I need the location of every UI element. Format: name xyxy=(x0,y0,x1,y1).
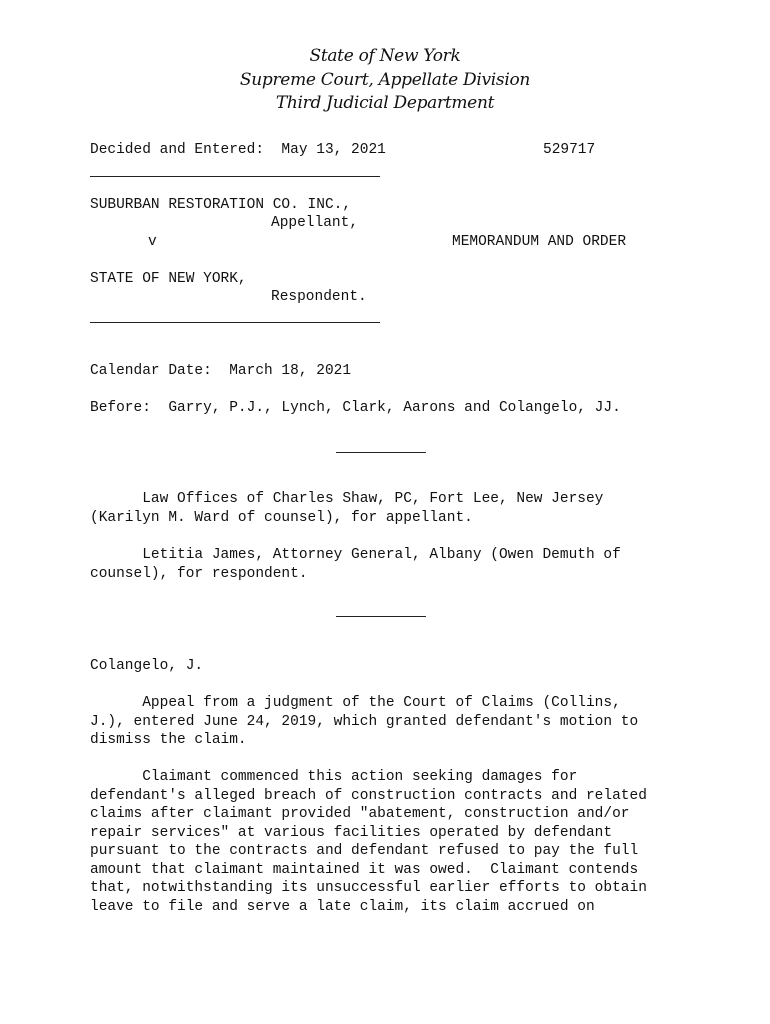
paragraph-line: Appeal from a judgment of the Court of Claims (Collins, xyxy=(90,695,621,711)
opinion-paragraph-2 xyxy=(90,768,690,916)
paragraph-line: defendant's alleged breach of construction contracts and related xyxy=(90,787,647,804)
respondent-counsel xyxy=(90,546,690,583)
caption-top-rule xyxy=(90,176,380,177)
paragraph-line: claims after claimant provided "abatement, construction and/or xyxy=(90,806,630,822)
section-divider-2 xyxy=(336,616,426,617)
paragraph-line: leave to file and serve a late claim, its claim accrued on xyxy=(90,898,595,915)
order-type: MEMORANDUM AND ORDER xyxy=(452,234,627,250)
paragraph-line: amount that claimant maintained it was owed. Claimant contends xyxy=(90,861,639,878)
panel-before: Before: Garry, P.J., Lynch, Clark, Aarons and Colangelo, JJ. xyxy=(90,400,621,416)
opinion-author: Colangelo, J. xyxy=(90,658,204,674)
calendar-date: Calendar Date: March 18, 2021 xyxy=(90,363,352,379)
paragraph-line: dismiss the claim. xyxy=(90,732,247,748)
paragraph-line: repair services" at various facilities operated by defendant xyxy=(90,824,613,841)
docket-number: 529717 xyxy=(543,142,596,158)
paragraph-line: that, notwithstanding its unsuccessful earlier efforts to obtain xyxy=(90,880,647,896)
court-department-heading: Third Judicial Department xyxy=(275,93,495,113)
caption-bottom-rule xyxy=(90,322,380,323)
respondent-counsel-line: counsel), for respondent. xyxy=(90,565,308,582)
appellant-counsel-line: (Karilyn M. Ward of counsel), for appellant. xyxy=(90,509,473,526)
court-name-heading: Supreme Court, Appellate Division xyxy=(239,70,531,90)
court-state-heading: State of New York xyxy=(309,46,461,66)
opinion-paragraph-1 xyxy=(90,694,690,750)
appellant-name: SUBURBAN RESTORATION CO. INC., xyxy=(90,197,352,213)
appellant-counsel-line: Law Offices of Charles Shaw, PC, Fort Lee, New Jersey xyxy=(90,491,604,507)
respondent-counsel-line: Letitia James, Attorney General, Albany (Owen Demuth of xyxy=(90,547,621,563)
paragraph-line: pursuant to the contracts and defendant refused to pay the full xyxy=(90,843,639,859)
appellant-role: Appellant, xyxy=(271,215,359,231)
paragraph-line: J.), entered June 24, 2019, which granted defendant's motion to xyxy=(90,713,639,730)
appellant-counsel xyxy=(90,490,690,527)
respondent-role: Respondent. xyxy=(271,289,367,305)
decided-entered-date: Decided and Entered: May 13, 2021 xyxy=(90,142,386,158)
section-divider-1 xyxy=(336,452,426,453)
respondent-name: STATE OF NEW YORK, xyxy=(90,271,247,287)
paragraph-line: Claimant commenced this action seeking damages for xyxy=(90,769,578,785)
versus-label: v xyxy=(148,234,157,250)
